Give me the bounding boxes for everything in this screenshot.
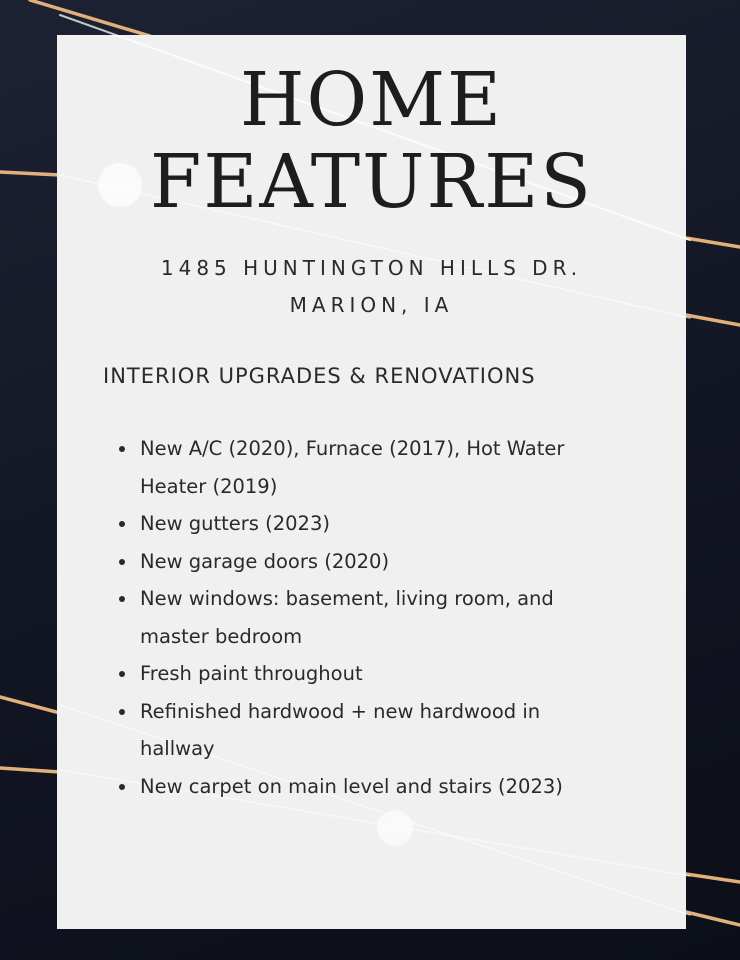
page-title-line-1: HOME — [240, 57, 503, 143]
list-item: New garage doors (2020) — [140, 543, 570, 581]
list-item: New carpet on main level and stairs (2023) — [140, 768, 570, 806]
list-item: New A/C (2020), Furnace (2017), Hot Water Heater (2019) — [140, 430, 570, 505]
address-street: 1485 HUNTINGTON HILLS DR. — [160, 256, 583, 280]
list-item: New windows: basement, living room, and master bedroom — [140, 580, 570, 655]
list-item: Refinished hardwood + new hardwood in hallway — [140, 693, 570, 768]
feature-list — [140, 430, 570, 805]
list-item: Fresh paint throughout — [140, 655, 570, 693]
section-heading: INTERIOR UPGRADES & RENOVATIONS — [103, 364, 536, 388]
address-city: MARION, IA — [289, 293, 454, 317]
page-title-line-2: FEATURES — [150, 139, 593, 225]
list-item: New gutters (2023) — [140, 505, 570, 543]
